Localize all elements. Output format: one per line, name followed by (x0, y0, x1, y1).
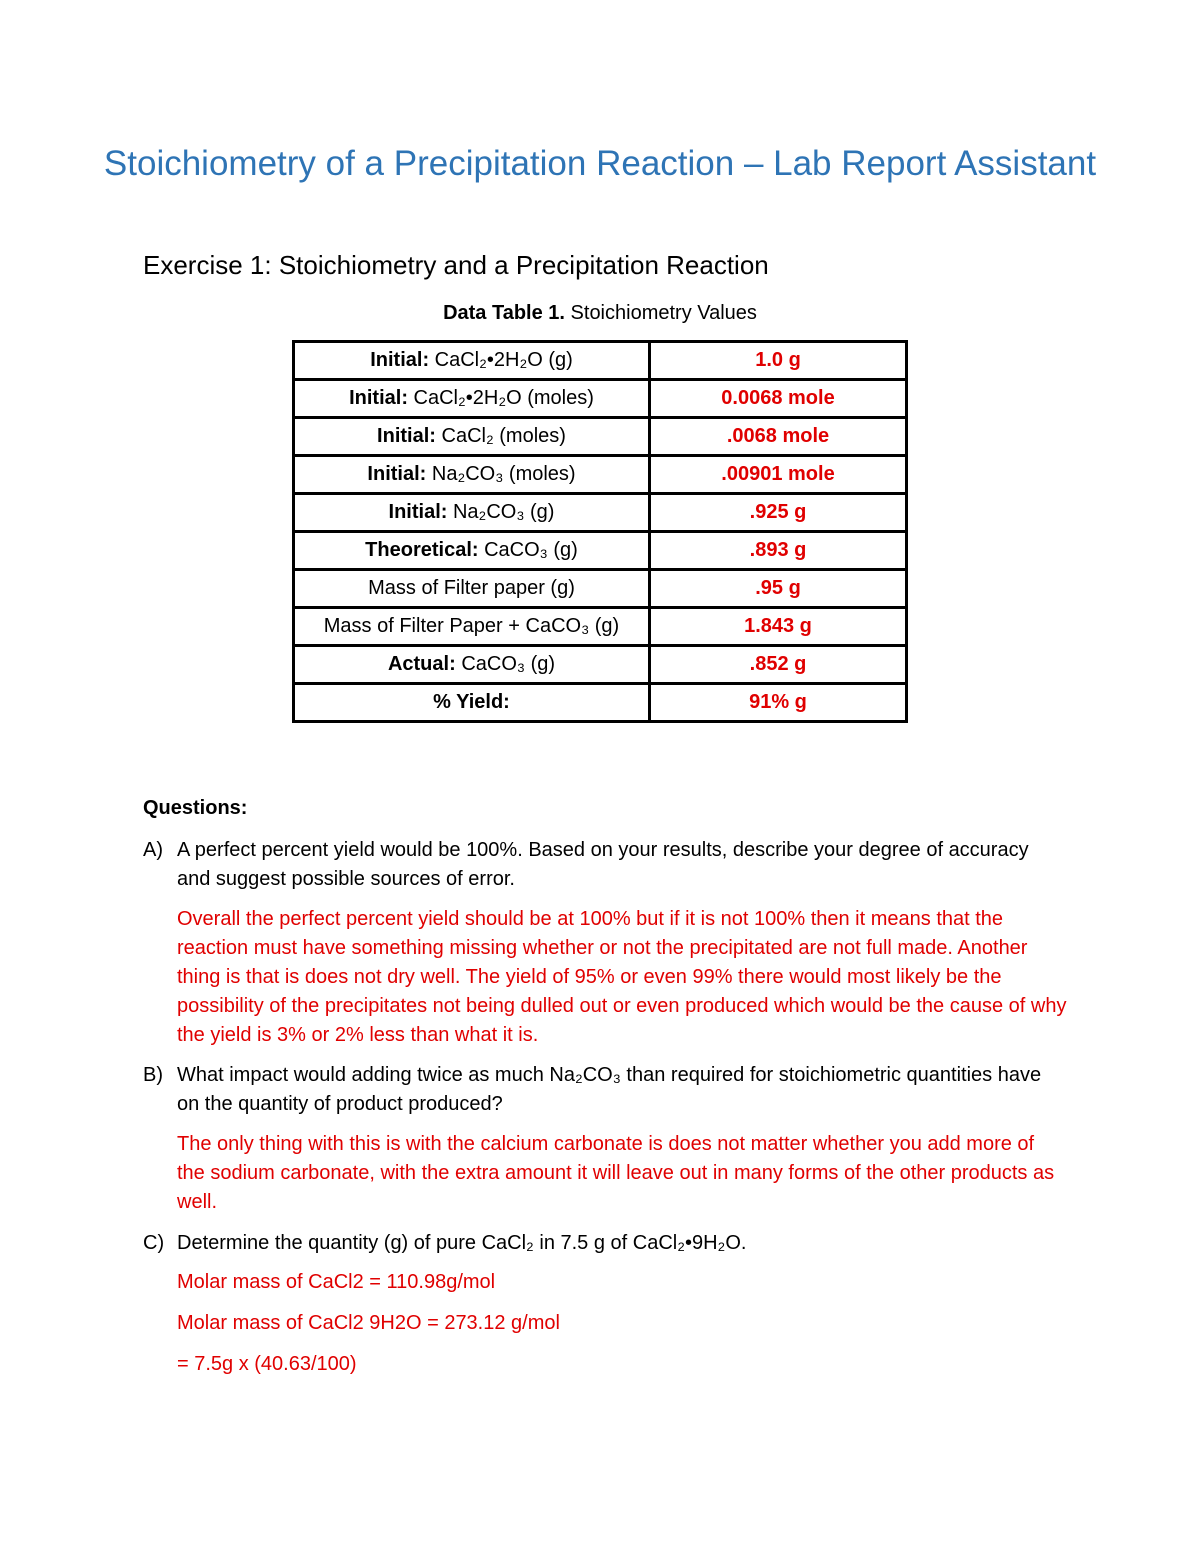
row-label-prefix: Initial: (349, 387, 408, 409)
row-label (294, 418, 650, 456)
row-label (294, 608, 650, 646)
row-label-prefix: Initial: (370, 349, 430, 371)
row-label (294, 456, 650, 494)
table-row (294, 646, 907, 684)
row-label-prefix: Actual: (387, 653, 456, 675)
row-label (294, 532, 650, 570)
row-label-prefix: Theoretical: (365, 539, 479, 561)
table-row (294, 342, 907, 380)
row-label-text: Mass of Filter Paper + CaCO₃ (g) (323, 615, 620, 637)
row-value: .893 g (650, 532, 907, 570)
row-label-prefix: % Yield: (433, 691, 510, 713)
question-text: A perfect percent yield would be 100%. Based on your results, describe your degree of accuracy and suggest possible sources of error. (177, 839, 1029, 890)
row-label-text: CaCl₂•2H₂O (g) (434, 349, 573, 371)
question-c (143, 1229, 1063, 1258)
table-row (294, 608, 907, 646)
table-row (294, 532, 907, 570)
table-caption-text: Stoichiometry Values (564, 302, 757, 324)
row-value: .0068 mole (650, 418, 907, 456)
row-label-text: CaCO₃ (g) (461, 653, 556, 675)
answer-a: Overall the perfect percent yield should be at 100% but if it is not 100% then it means that the reaction must have something missing whether or not the precipitated are not full made. Another thing is that is does not dry well. The yield of 95% or even 99% there would most likely be the possibility of the precipitates not being dulled out or even produced which would be the cause of why the yield is 3% or 2% less than what it is. (177, 908, 1067, 1046)
row-label (294, 684, 650, 722)
row-label-text: CaCO₃ (g) (484, 539, 578, 561)
row-label (294, 380, 650, 418)
row-label-prefix: Initial: (388, 501, 448, 523)
table-row (294, 380, 907, 418)
table-row (294, 570, 907, 608)
table-caption-number: Data Table 1. (443, 302, 565, 324)
stoichiometry-table (292, 340, 908, 723)
exercise-heading: Exercise 1: Stoichiometry and a Precipitation Reaction (143, 250, 769, 280)
answer-c-line: Molar mass of CaCl2 = 110.98g/mol (177, 1271, 496, 1293)
row-label-text: CaCl₂ (moles) (441, 425, 566, 447)
question-letter: C) (143, 1232, 165, 1254)
answer-c-line: = 7.5g x (40.63/100) (177, 1353, 357, 1375)
row-label-prefix: Initial: (367, 463, 427, 485)
row-value: 0.0068 mole (650, 380, 907, 418)
row-label (294, 494, 650, 532)
table-row (294, 418, 907, 456)
questions-heading: Questions: (143, 797, 248, 819)
table-caption (292, 302, 908, 325)
table-row (294, 494, 907, 532)
row-label (294, 646, 650, 684)
row-label-text: CaCl₂•2H₂O (moles) (413, 387, 594, 409)
row-value: .00901 mole (650, 456, 907, 494)
answer-c-line: Molar mass of CaCl2 9H2O = 273.12 g/mol (177, 1312, 560, 1334)
row-value: 1.0 g (650, 342, 907, 380)
row-label (294, 570, 650, 608)
document-title: Stoichiometry of a Precipitation Reaction – Lab Report Assistant (103, 144, 1097, 183)
table-row (294, 684, 907, 722)
row-label-prefix: Initial: (377, 425, 436, 447)
question-letter: B) (143, 1064, 163, 1086)
question-a (143, 836, 1063, 894)
row-value: .852 g (650, 646, 907, 684)
row-value: .95 g (650, 570, 907, 608)
question-text: Determine the quantity (g) of pure CaCl₂ in 7.5 g of CaCl₂•9H₂O. (177, 1232, 747, 1254)
question-letter: A) (143, 839, 163, 861)
row-label-text: Mass of Filter paper (g) (368, 577, 575, 599)
question-b (143, 1061, 1063, 1119)
row-value: 1.843 g (650, 608, 907, 646)
row-label-text: Na₂CO₃ (g) (452, 501, 555, 523)
answer-b: The only thing with this is with the calcium carbonate is does not matter whether you add more of the sodium carbonate, with the extra amount it will leave out in many forms of the other products as well. (177, 1133, 1055, 1213)
table-row (294, 456, 907, 494)
row-label-text: Na₂CO₃ (moles) (431, 463, 576, 485)
question-text: What impact would adding twice as much Na₂CO₃ than required for stoichiometric quantities have on the quantity of product produced? (177, 1064, 1042, 1115)
row-value: 91% g (650, 684, 907, 722)
row-value: .925 g (650, 494, 907, 532)
row-label (294, 342, 650, 380)
